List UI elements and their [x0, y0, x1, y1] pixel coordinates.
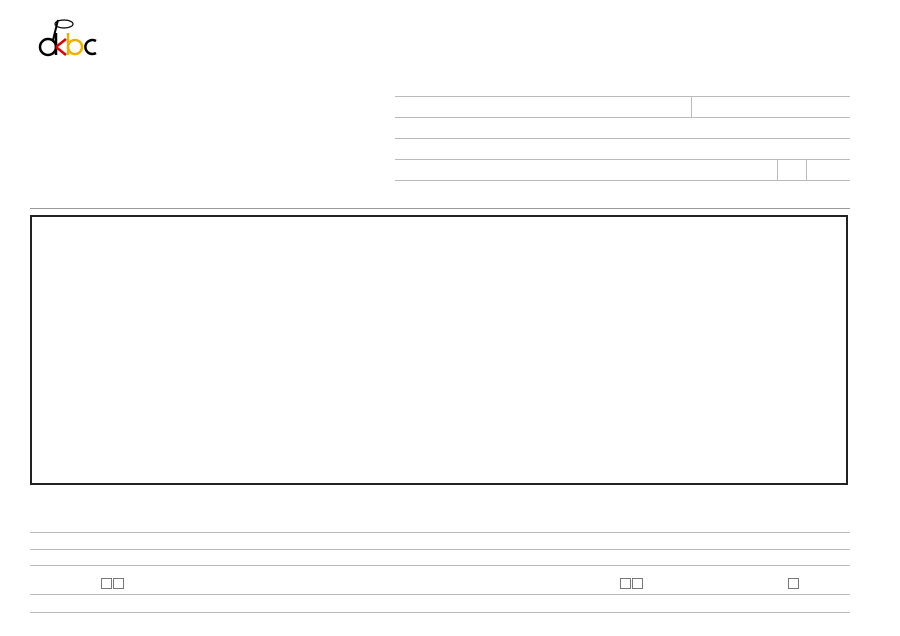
schiri-left-nein-checkbox[interactable] [113, 578, 124, 589]
schiri-right-nein-checkbox[interactable] [632, 578, 643, 589]
schiri-right-ja-checkbox[interactable] [620, 578, 631, 589]
schiri-ok-right [619, 578, 643, 589]
anlagen-checkbox[interactable] [788, 578, 799, 589]
schiri-left-ja-checkbox[interactable] [101, 578, 112, 589]
schiri-ok-left [100, 578, 124, 589]
